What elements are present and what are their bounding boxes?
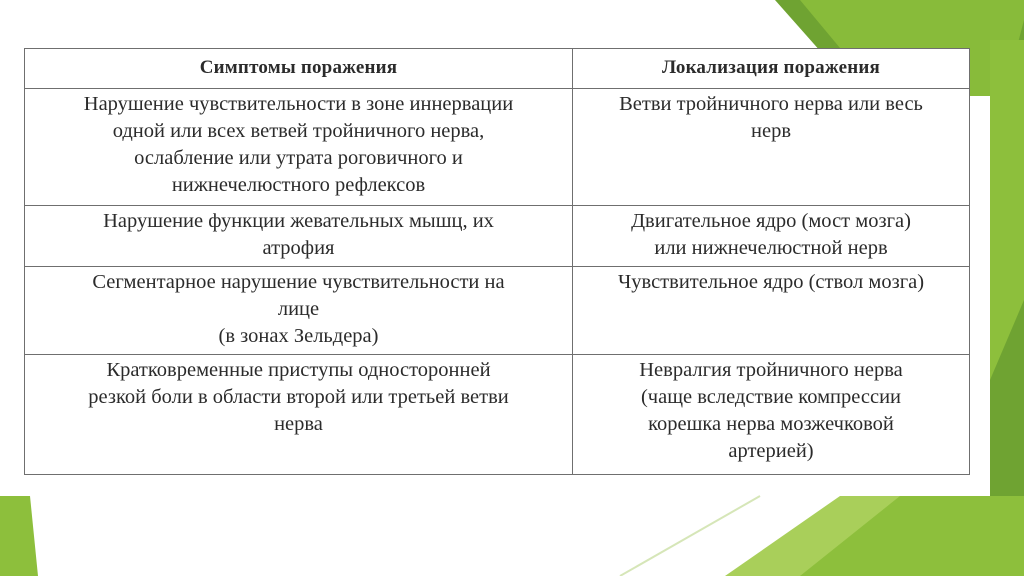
- deco-line-bottom-right: [620, 496, 760, 576]
- cell-line: (чаще вследствие компрессии: [640, 386, 902, 408]
- symptoms-table-container: [24, 48, 969, 473]
- header-symptoms: Симптомы поражения: [25, 49, 573, 89]
- cell-line: резкой боли в области второй или третьей ветви: [88, 386, 509, 408]
- cell-line: одной или всех ветвей тройничного нерва,: [112, 120, 485, 142]
- cell-line: или нижнечелюстной нерв: [654, 237, 888, 259]
- cell-line: артерией): [728, 440, 814, 462]
- symptoms-localization-table: [24, 48, 970, 475]
- cell-line: корешка нерва мозжечковой: [648, 413, 894, 435]
- cell-line: Нарушение чувствительности в зоне иннервации: [83, 93, 514, 115]
- cell-line: лице: [277, 298, 320, 320]
- header-localization: Локализация поражения: [573, 49, 970, 89]
- cell-line: Кратковременные приступы односторонней: [106, 359, 491, 381]
- symptoms-cell: [25, 206, 573, 267]
- table-row: [25, 355, 970, 475]
- localization-cell: [573, 206, 970, 267]
- cell-line: нерва: [274, 413, 323, 435]
- cell-line: нижнечелюстного рефлексов: [171, 174, 426, 196]
- symptoms-cell: [25, 267, 573, 355]
- table-row: [25, 267, 970, 355]
- localization-cell: [573, 267, 970, 355]
- cell-line: атрофия: [262, 237, 335, 259]
- table-header-row: [25, 49, 970, 89]
- table-row: [25, 89, 970, 206]
- table-row: [25, 206, 970, 267]
- cell-line: Нарушение функции жевательных мышц, их: [103, 210, 494, 232]
- deco-shard-bottom-left-light: [0, 496, 38, 576]
- symptoms-cell: [25, 89, 573, 206]
- cell-line: нерв: [751, 120, 791, 142]
- cell-line: Двигательное ядро (мост мозга): [631, 210, 911, 232]
- cell-line: Чувствительное ядро (ствол мозга): [617, 271, 925, 293]
- localization-cell: [573, 89, 970, 206]
- cell-line: ослабление или утрата роговичного и: [134, 147, 463, 169]
- cell-line: Ветви тройничного нерва или весь: [619, 93, 923, 115]
- localization-cell: [573, 355, 970, 475]
- symptoms-cell: [25, 355, 573, 475]
- cell-line: (в зонах Зельдера): [218, 325, 379, 347]
- cell-line: Сегментарное нарушение чувствительности на: [92, 271, 505, 293]
- cell-line: Невралгия тройничного нерва: [639, 359, 903, 381]
